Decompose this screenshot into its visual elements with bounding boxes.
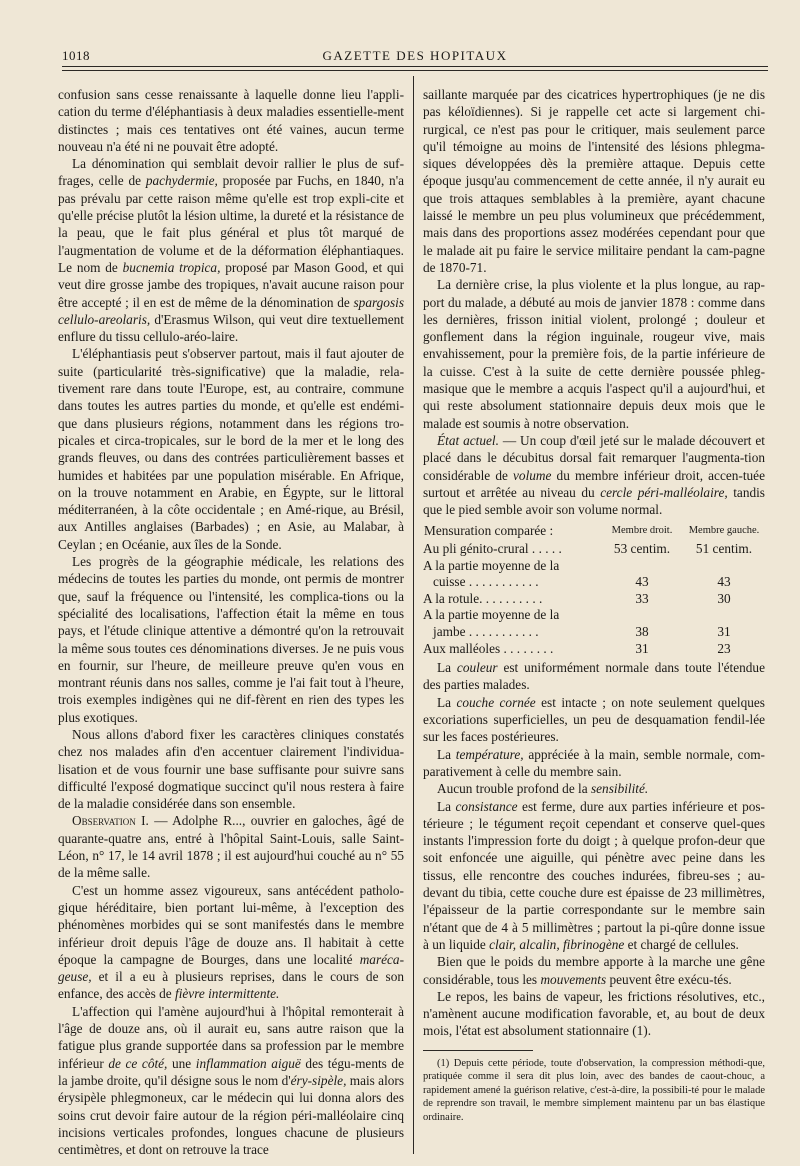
paragraph: saillante marquée par des cicatrices hypertrophiques (je ne dis pas kéloïdiennes). Si je rappelle cet acte si largement chi-rurgical, ce n'est pas pour le critiquer, mais seulement parce qu'il témoigne au moins de l'intensité des lésions phlegma-siques développées dès la première attaque. Depuis cette époque jusqu'au commencement de cette année, il n'y aurait eu que trois attaques semblables à la première, ayant chacune laissé le membre un peu plus volumineux que précédemment, mais dans des proportions assez modérées cependant pour que le malade ait pu faire le service militaire pendant la cam-pagne de 1870-71. (423, 87, 765, 275)
paragraph: L'affection qui l'amène aujourd'hui à l'hôpital remonterait à l'âge de douze ans, où il aurait eu, sans autre raison que la fatigue plus grande supportée dans sa profession par le membre inférieur de ce côté, une inflammation aiguë des tégu-ments de la jambe droite, qu'il désigne sous le nom d'éry-sipèle, mais alors érysipèle phlegmoneux, car le médecin qui lui donna alors des soins crut devoir faire autour de la région péri-malléolaire cinq incisions verticales profondes, longues chacune de plusieurs centimètres, et dont on retrouve la trace (58, 1003, 405, 1158)
paragraph: Nous allons d'abord fixer les caractères cliniques constatés chez nos malades afin d'en accentuer clairement l'individua-lisation et de vous fournir une base suffisante pour suivre sans difficulté l'exposé dogmatique succinct qu'il nous restera à faire de la maladie considérée dans son ensemble. (58, 726, 404, 812)
paragraph: Bien que le poids du membre apporte à la marche une gêne considérable, tous les mouvements peuvent être exécu-tés. (423, 954, 765, 987)
paragraph: La dénomination qui semblait devoir rallier le plus de suf-frages, celle de pachydermie, proposée par Fuchs, en 1840, n'a pas prévalu par cette raison même qu'elle est trop expli-cite et qu'elle précise plutôt la lésion ultime, la dureté et la résistance de la peau, que le fait plus général et plus tôt marqué de l'augmentation de volume et de la déformation éléphantiaques. Le nom de bucnemia tropica, proposé par Mason Good, et qui veut dire grosse jambe des tropiques, n'avait aucune raison pour être accepté ; il en est de même de la dénomination de spargosis cellulo-areolaris, d'Erasmus Wilson, qui veut dire textuellement enflure du tissu cellulo-aréo-laire. (58, 156, 404, 345)
table-row: Au pli génito-crural . . . . . 53 centim. 51 centim. (423, 541, 753, 557)
paragraph: confusion sans cesse renaissante à laquelle donne lieu l'appli-cation du terme d'éléphantiasis à deux maladies essentielle-ment distinctes ; mais ces tentatives ont été vaines, aucun terme nouveau n'a été ni ne pouvait être adopté. (58, 87, 404, 154)
paragraph: La consistance est ferme, dure aux parties inférieure et pos-térieure ; le tégument reçoit cependant et conserve quel-ques instants l'impression forte du doigt ; à quelque profon-deur que soit enfoncée une aiguille, qui pénètre avec peine dans les tissus, elle rencontre des couches indurées, fibreu-ses ; au-devant du tibia, cette couche dure est épaisse de 23 millimètres, l'épaisseur de la partie correspondante sur le membre sain n'étant que de 4 à 5 millimètres ; partout la pi-qûre donne issue à un liquide clair, alcalin, fibrinogène et chargé de cellules. (423, 798, 765, 952)
paragraph: Le repos, les bains de vapeur, les frictions résolutives, etc., n'amènent aucune modification favorable, et, au bout de deux mois, l'état est absolument stationnaire (1). (423, 988, 765, 1039)
table-row: jambe . . . . . . . . . . . 38 31 (433, 623, 731, 639)
header-rule-top (62, 66, 768, 67)
paragraph: État actuel. — Un coup d'œil jeté sur le malade découvert et placé dans le décubitus dorsal fait remarquer l'augmenta-tion considérable de volume du membre inférieur droit, accen-tuée surtout et arrêtée au niveau du cercle péri-malléolaire, tandis que le pied semble avoir son volume normal. (423, 432, 766, 518)
table-row: A la rotule. . . . . . . . . . 33 30 (423, 590, 731, 606)
paragraph: C'est un homme assez vigoureux, sans antécédent patholo-gique héréditaire, bien portant lui-même, à l'exception des phénomènes morbides qui se sont manifestés dans le membre inférieur droit depuis l'âge de douze ans. Il habitait à cette époque la campagne de Bourges, dans une localité maréca-geuse, et il a eu à plusieurs reprises, dans le cours de son enfance, des accès de fièvre intermittente. (58, 882, 404, 1002)
header-rule-bottom (62, 70, 768, 71)
paragraph: Aucun trouble profond de la sensibilité. (437, 781, 649, 797)
table-row: Aux malléoles . . . . . . . . 31 23 (423, 640, 731, 656)
footnote-rule (423, 1050, 533, 1051)
column-header-right-limb: Membre droit. (611, 525, 673, 537)
table-row: A la partie moyenne de la (423, 557, 560, 573)
column-divider (413, 76, 414, 1154)
paragraph: La couche cornée est intacte ; on note seulement quelques excoriations superficielles, un peu de desquamation fendil-lée sur les faces postérieures. (423, 694, 765, 745)
paragraph: La couleur est uniformément normale dans toute l'étendue des parties malades. (423, 660, 765, 693)
page-number: 1018 (62, 48, 90, 63)
left-column (58, 86, 404, 1158)
paragraph: L'éléphantiasis peut s'observer partout, mais il faut ajouter de suite (particularité très-significative) que la maladie, rela-tivement rare dans toute l'Europe, est, au contraire, commune dans toutes les autres parties du monde, et qu'elle est endémi-que dans plusieurs régions, notamment dans les régions tro-picales et circa-tropicales, sur le bord de la mer et le long des grands fleuves, ou dans des contrées particulièrement basses et humides et habitées par une population misérable. En Afrique, on la trouve notamment en Arabie, en Égypte, sur le littoral méditerranéen, à la côte occidentale ; en Amé-rique, au Brésil, aux Antilles anglaises (Barbades) ; en Asie, au Malabar, à Ceylan ; en Océanie, aux îles de la Sonde. (58, 346, 404, 552)
observation-heading-paragraph: Observation I. — Adolphe R..., ouvrier en galoches, âgé de quarante-quatre ans, entré à l'hôpital Saint-Louis, salle Saint-Léon, n° 17, le 14 avril 1878 ; il est aujourd'hui couché au n° 55 de la même salle. (58, 813, 404, 881)
column-header-left-limb: Membre gauche. (688, 525, 760, 537)
table-row: A la partie moyenne de la (423, 607, 560, 623)
section-label: État actuel. (437, 432, 499, 448)
table-label: Mensuration comparée : (424, 523, 554, 539)
paragraph: La dernière crise, la plus violente et la plus longue, au rap-port du malade, a débuté au mois de janvier 1878 : comme dans les dernières, frisson initial violent, prolongé ; douleur et gonflement dans la région inguinale, rougeur vive, mais envahissement, pour la première fois, de la partie inférieure de la cuisse. C'est à la suite de cette dernière poussée phleg-masique que le membre a acquis l'aspect qu'il a aujourd'hui, et qui reste absolument stationnaire depuis deux mois que le malade est soumis à notre observation. (423, 277, 765, 431)
page-header (62, 44, 768, 68)
paragraph: Les progrès de la géographie médicale, les relations des médecins de toutes les parties du monde, ont permis de montrer que, sauf la fréquence ou l'intensité, les complica-tions ou la spécialité des localisations, l'affection était la même en tous pays, et l'étude clinique attentive a démontré qu'on la retrouvait la même sous toutes ces dénominations diverses. Je ne puis vous en fournir, sur l'heure, de meilleure preuve qu'en vous en montrant réunis dans nos salles, comme je l'ai fait tout à l'heure, trois exemples indigènes qui ne dif-fèrent en rien des types les plus exotiques. (58, 554, 404, 725)
measurement-table (423, 522, 765, 657)
journal-title: GAZETTE DES HOPITAUX (322, 48, 508, 63)
table-row: cuisse . . . . . . . . . . . 43 43 (433, 574, 731, 590)
paragraph: La température, appréciée à la main, semble normale, com-parativement à celle du membre sain. (423, 746, 765, 779)
observation-label: Observation I. (72, 813, 149, 829)
right-column (423, 86, 765, 1125)
footnote: (1) Depuis cette période, toute d'observation, la compression méthodi-que, pratiquée comme il sera dit plus loin, avec des bandes de caout-chouc, a rapidement amené la guérison relative, c'est-à-dire, la possibili-té pour le malade de reprendre son travail, le membre simplement maintenu par un bas élastique ordinaire. (423, 1057, 765, 1124)
